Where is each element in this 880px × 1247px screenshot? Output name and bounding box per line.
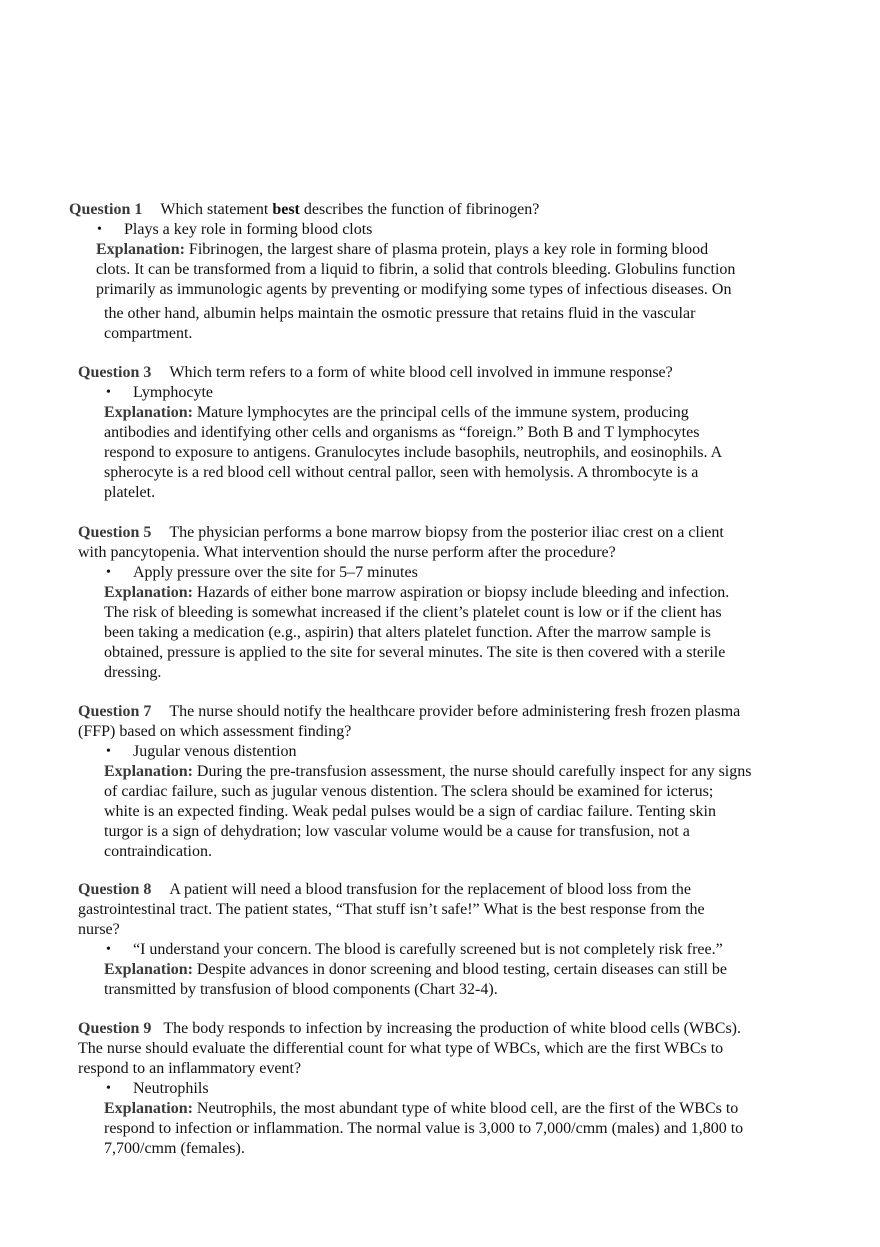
explanation-line: the other hand, albumin helps maintain the osmotic pressure that retains fluid in the vascular	[104, 305, 696, 322]
question-block	[0, 363, 880, 503]
explanation-line: Neutrophils, the most abundant type of white blood cell, are the first of the WBCs to	[196, 1100, 739, 1117]
explanation	[0, 583, 880, 683]
explanation-line: antibodies and identifying other cells and organisms as “foreign.” Both B and T lymphocytes	[104, 424, 700, 441]
explanation-line: transmitted by transfusion of blood components (Chart 32-4).	[104, 981, 498, 998]
question-text: nurse?	[78, 921, 120, 938]
question-block	[0, 702, 880, 862]
explanation-label: Explanation:	[104, 404, 193, 421]
question-text: The physician performs a bone marrow biopsy from the posterior iliac crest on a client	[169, 524, 724, 541]
question-label: Question 3	[78, 364, 152, 381]
explanation-line: of cardiac failure, such as jugular venous distention. The sclera should be examined for icterus;	[104, 783, 714, 800]
explanation-line: compartment.	[104, 325, 193, 342]
explanation-line: respond to infection or inflammation. The normal value is 3,000 to 7,000/cmm (males) and 1,800 to	[104, 1120, 744, 1137]
answer	[106, 563, 880, 583]
explanation	[0, 762, 880, 862]
question-text: with pancytopenia. What intervention should the nurse perform after the procedure?	[78, 544, 616, 561]
answer-text: Lymphocyte	[133, 384, 213, 401]
answer-text: Jugular venous distention	[133, 743, 297, 760]
explanation-line: been taking a medication (e.g., aspirin) that alters platelet function. After the marrow sample is	[104, 624, 711, 641]
question-line	[78, 880, 880, 900]
bullet-icon: •	[106, 942, 111, 957]
explanation-line: Hazards of either bone marrow aspiration or biopsy include bleeding and infection.	[196, 584, 730, 601]
answer-text: Apply pressure over the site for 5–7 minutes	[133, 564, 418, 581]
question-block	[0, 523, 880, 683]
question-block	[0, 200, 880, 344]
explanation-line: Fibrinogen, the largest share of plasma protein, plays a key role in forming blood	[188, 241, 709, 258]
question-text: Which term refers to a form of white blood cell involved in immune response?	[169, 364, 673, 381]
answer	[106, 940, 880, 960]
explanation	[0, 240, 880, 344]
answer-text: Plays a key role in forming blood clots	[124, 221, 373, 238]
explanation-label: Explanation:	[104, 763, 193, 780]
explanation-label: Explanation:	[104, 1100, 193, 1117]
answer-text: Neutrophils	[133, 1080, 209, 1097]
explanation-line: dressing.	[104, 664, 162, 681]
question-block	[0, 880, 880, 1000]
bullet-icon: •	[106, 565, 111, 580]
explanation-line: 7,700/cmm (females).	[104, 1140, 245, 1157]
explanation-line: turgor is a sign of dehydration; low vascular volume would be a cause for transfusion, not a	[104, 823, 690, 840]
answer	[106, 1079, 880, 1099]
question-line	[78, 1019, 880, 1039]
explanation-line: white is an expected finding. Weak pedal pulses would be a sign of cardiac failure. Tenting skin	[104, 803, 716, 820]
question-text: (FFP) based on which assessment finding?	[78, 723, 352, 740]
bullet-icon: •	[97, 222, 102, 237]
question-label: Question 7	[78, 703, 152, 720]
question-text: respond to an inflammatory event?	[78, 1060, 302, 1077]
question-text: A patient will need a blood transfusion for the replacement of blood loss from the	[169, 881, 691, 898]
answer	[106, 383, 880, 403]
explanation-label: Explanation:	[104, 584, 193, 601]
question-text: gastrointestinal tract. The patient states, “That stuff isn’t safe!” What is the best response from the	[78, 901, 705, 918]
explanation-line: contraindication.	[104, 843, 212, 860]
explanation-line: clots. It can be transformed from a liquid to fibrin, a solid that controls bleeding. Globulins function	[96, 261, 736, 278]
explanation-line: primarily as immunologic agents by preventing or modifying some types of infectious diseases. On	[96, 281, 732, 298]
question-line	[78, 523, 880, 543]
question-text: Which statement	[160, 201, 273, 218]
question-label: Question 8	[78, 881, 152, 898]
question-line	[78, 702, 880, 722]
question-text: describes the function of fibrinogen?	[299, 201, 540, 218]
question-block	[0, 1019, 880, 1159]
explanation	[0, 403, 880, 503]
explanation-label: Explanation:	[96, 241, 185, 258]
answer	[97, 220, 880, 240]
question-text: The nurse should evaluate the differential count for what type of WBCs, which are the first WBCs to	[78, 1040, 724, 1057]
explanation-line: Mature lymphocytes are the principal cells of the immune system, producing	[196, 404, 689, 421]
bullet-icon: •	[106, 744, 111, 759]
explanation	[0, 960, 880, 1000]
question-text: The body responds to infection by increasing the production of white blood cells (WBCs).	[163, 1020, 741, 1037]
question-label: Question 9	[78, 1020, 152, 1037]
explanation-line: respond to exposure to antigens. Granulocytes include basophils, neutrophils, and eosinophils. A	[104, 444, 723, 461]
explanation-line: obtained, pressure is applied to the site for several minutes. The site is then covered with a sterile	[104, 644, 726, 661]
answer-text: “I understand your concern. The blood is carefully screened but is not completely risk free.”	[133, 941, 723, 958]
explanation-line: During the pre-transfusion assessment, the nurse should carefully inspect for any signs	[196, 763, 752, 780]
explanation-line: spherocyte is a red blood cell without central pallor, seen with hemolysis. A thrombocyte is a	[104, 464, 699, 481]
explanation-label: Explanation:	[104, 961, 193, 978]
explanation-line: Despite advances in donor screening and blood testing, certain diseases can still be	[196, 961, 727, 978]
question-text: The nurse should notify the healthcare provider before administering fresh frozen plasma	[169, 703, 741, 720]
question-text-emphasis: best	[272, 201, 300, 218]
question-label: Question 1	[69, 201, 143, 218]
bullet-icon: •	[106, 385, 111, 400]
question-line	[78, 363, 880, 383]
explanation-line: The risk of bleeding is somewhat increased if the client’s platelet count is low or if the client has	[104, 604, 722, 621]
question-label: Question 5	[78, 524, 152, 541]
explanation	[0, 1099, 880, 1159]
bullet-icon: •	[106, 1081, 111, 1096]
question-line	[69, 200, 880, 220]
answer	[106, 742, 880, 762]
explanation-line: platelet.	[104, 484, 156, 501]
